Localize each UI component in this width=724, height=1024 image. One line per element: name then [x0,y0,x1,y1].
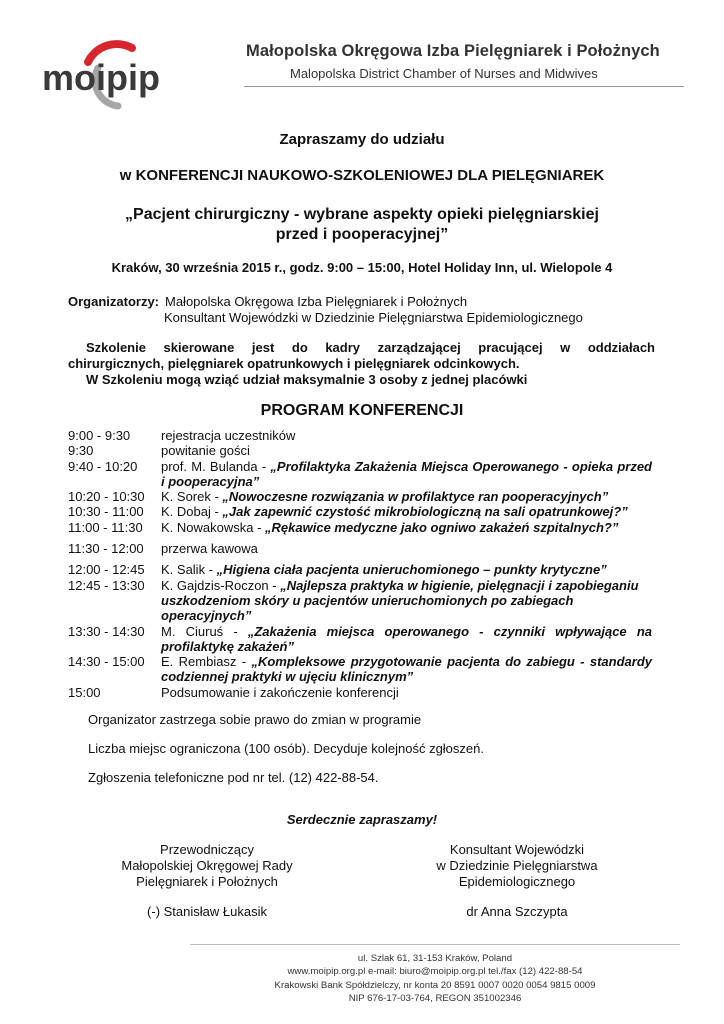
agenda-speaker: K. Nowakowska - [161,519,266,535]
agenda-time: 11:00 - 11:30 [68,519,143,535]
signature-block-right [387,842,647,920]
invite-line-1: Zapraszamy do udziału [279,131,445,148]
org-name: Małopolska Okręgowa Izba Pielęgniarek i Położnych [246,42,660,60]
moipip-logo [40,28,190,112]
agenda-item [68,578,652,624]
agenda-item [68,504,652,519]
agenda-item [68,520,652,535]
conference-title-line-2: przed i pooperacyjnej” [275,226,449,243]
footer-address: ul. Szlak 61, 31-153 Kraków, Poland [357,953,513,964]
agenda-time: 10:20 - 10:30 [68,489,145,505]
agenda-talk-title: „Zakażenia miejsca operowanego - czynniki wpływające na profilaktykę zakażeń” [161,623,652,654]
agenda-talk-title: „Profilaktyka Zakażenia Miejsca Operowanego - opieka przed i pooperacyjna” [161,458,652,489]
agenda-item [68,624,652,655]
agenda-speaker: powitanie gości [161,443,250,459]
signature-title: Przewodniczący [160,842,254,857]
organizer-2: Konsultant Wojewódzki w Dziedzinie Pielęgniarstwa Epidemiologicznego [164,310,583,325]
agenda-item [68,443,652,458]
agenda-speaker: prof. M. Bulanda - [161,458,271,474]
date-location: Kraków, 30 września 2015 r., godz. 9:00 – 15:00, Hotel Holiday Inn, ul. Wielopole 4 [111,260,613,275]
agenda-time: 9:00 - 9:30 [68,428,131,443]
agenda-talk-title: „Najlepsza praktyka w higienie, pielęgnacji i zapobieganiu uszkodzeniom skóry u pacjentów unieruchomionych po zabiegach operacyjnych” [161,577,639,624]
agenda-time: 12:45 - 13:30 [68,577,145,593]
agenda-time: 10:30 - 11:00 [68,504,144,520]
signer-name: dr Anna Szczypta [466,904,568,919]
footer-divider [190,944,680,945]
agenda-item [68,562,652,577]
agenda-talk-title: „Higiena ciała pacjenta unieruchomionego – punkty krytyczne” [216,562,607,578]
agenda-speaker: K. Salik - [161,562,217,578]
agenda-talk-title: „Rękawice medyczne jako ogniwo zakażeń szpitalnych?” [265,519,619,535]
signature-title: Pielęgniarek i Położnych [136,874,278,889]
agenda-time: 13:30 - 14:30 [68,623,145,639]
signature-title: Epidemiologicznego [458,874,576,889]
agenda-item [68,489,652,504]
signature-title: w Dziedzinie Pielęgniarstwa [436,858,598,873]
agenda-speaker: przerwa kawowa [161,541,258,557]
signature-block-left [77,842,337,920]
target-audience-notice [68,340,655,388]
footer-ids: NIP 676-17-03-764, REGON 351002346 [348,993,522,1005]
agenda-speaker: K. Dobaj - [161,504,223,520]
agenda [68,428,652,700]
closing-invitation: Serdecznie zapraszamy! [286,812,438,827]
header-divider [244,86,684,87]
note-seat-limit: Liczba miejsc ograniczona (100 osób). Decyduje kolejność zgłoszeń. [88,741,484,756]
signature-title: Małopolskiej Okręgowej Rady [121,858,293,873]
signer-name: (-) Stanisław Łukasik [147,904,267,919]
logo-text: moipip [42,57,160,98]
agenda-speaker: E. Rembiasz - [161,654,252,670]
organizers-label: Organizatorzy: [68,294,160,309]
agenda-speaker: Podsumowanie i zakończenie konferencji [161,684,399,700]
organizer-1: Małopolska Okręgowa Izba Pielęgniarek i Położnych [165,294,468,309]
agenda-item [68,541,652,556]
agenda-talk-title: „Nowoczesne rozwiązania w profilaktyce ran pooperacyjnych” [222,489,609,505]
agenda-item [68,685,652,700]
agenda-time: 9:40 - 10:20 [68,458,138,474]
logo-graphic [40,28,190,112]
agenda-time: 15:00 [68,684,101,700]
program-title: PROGRAM KONFERENCJI [260,402,464,419]
notice-line-3: W Szkoleniu mogą wziąć udział maksymalnie 3 osoby z jednej placówki [86,372,528,387]
invite-line-2: w KONFERENCJI NAUKOWO-SZKOLENIOWEJ DLA PIELĘGNIAREK [119,167,605,184]
notice-line-2: chirurgicznych, pielęgniarek opatrunkowych i pielęgniarek odcinkowych. [68,356,520,371]
note-program-changes: Organizator zastrzega sobie prawo do zmian w programie [88,712,422,727]
agenda-talk-title: „Kompleksowe przygotowanie pacjenta do zabiegu - standardy codziennej praktyki w ujęciu klinicznym” [161,654,652,685]
agenda-speaker: K. Sorek - [161,489,223,505]
agenda-speaker: rejestracja uczestników [161,428,296,443]
agenda-time: 12:00 - 12:45 [68,562,145,578]
agenda-time: 9:30 [68,443,94,459]
agenda-speaker: K. Gajdzis-Roczon - [161,577,281,593]
agenda-item [68,459,652,490]
footer [190,952,680,1006]
org-name-en: Malopolska District Chamber of Nurses and Midwives [290,66,598,81]
signature-title: Konsultant Wojewódzki [449,842,585,857]
notice-line-1: Szkolenie skierowane jest do kadry zarządzającej pracującej w oddziałach [86,340,655,355]
agenda-item [68,428,652,443]
agenda-time: 14:30 - 15:00 [68,654,145,670]
conference-title-line-1: „Pacjent chirurgiczny - wybrane aspekty opieki pielęgniarskiej [125,206,599,223]
agenda-item [68,654,652,685]
agenda-talk-title: „Jak zapewnić czystość mikrobiologiczną na sali opatrunkowej?” [222,504,628,520]
footer-bank: Krakowski Bank Spółdzielczy, nr konta 20 8591 0007 0020 0054 9815 0009 [274,979,596,991]
note-phone-registration: Zgłoszenia telefoniczne pod nr tel. (12) 422-88-54. [88,770,379,785]
agenda-time: 11:30 - 12:00 [68,541,144,557]
agenda-speaker: M. Ciuruś - [161,623,248,639]
footer-contact: www.moipip.org.pl e-mail: biuro@moipip.org.pl tel./fax (12) 422-88-54 [287,966,583,978]
